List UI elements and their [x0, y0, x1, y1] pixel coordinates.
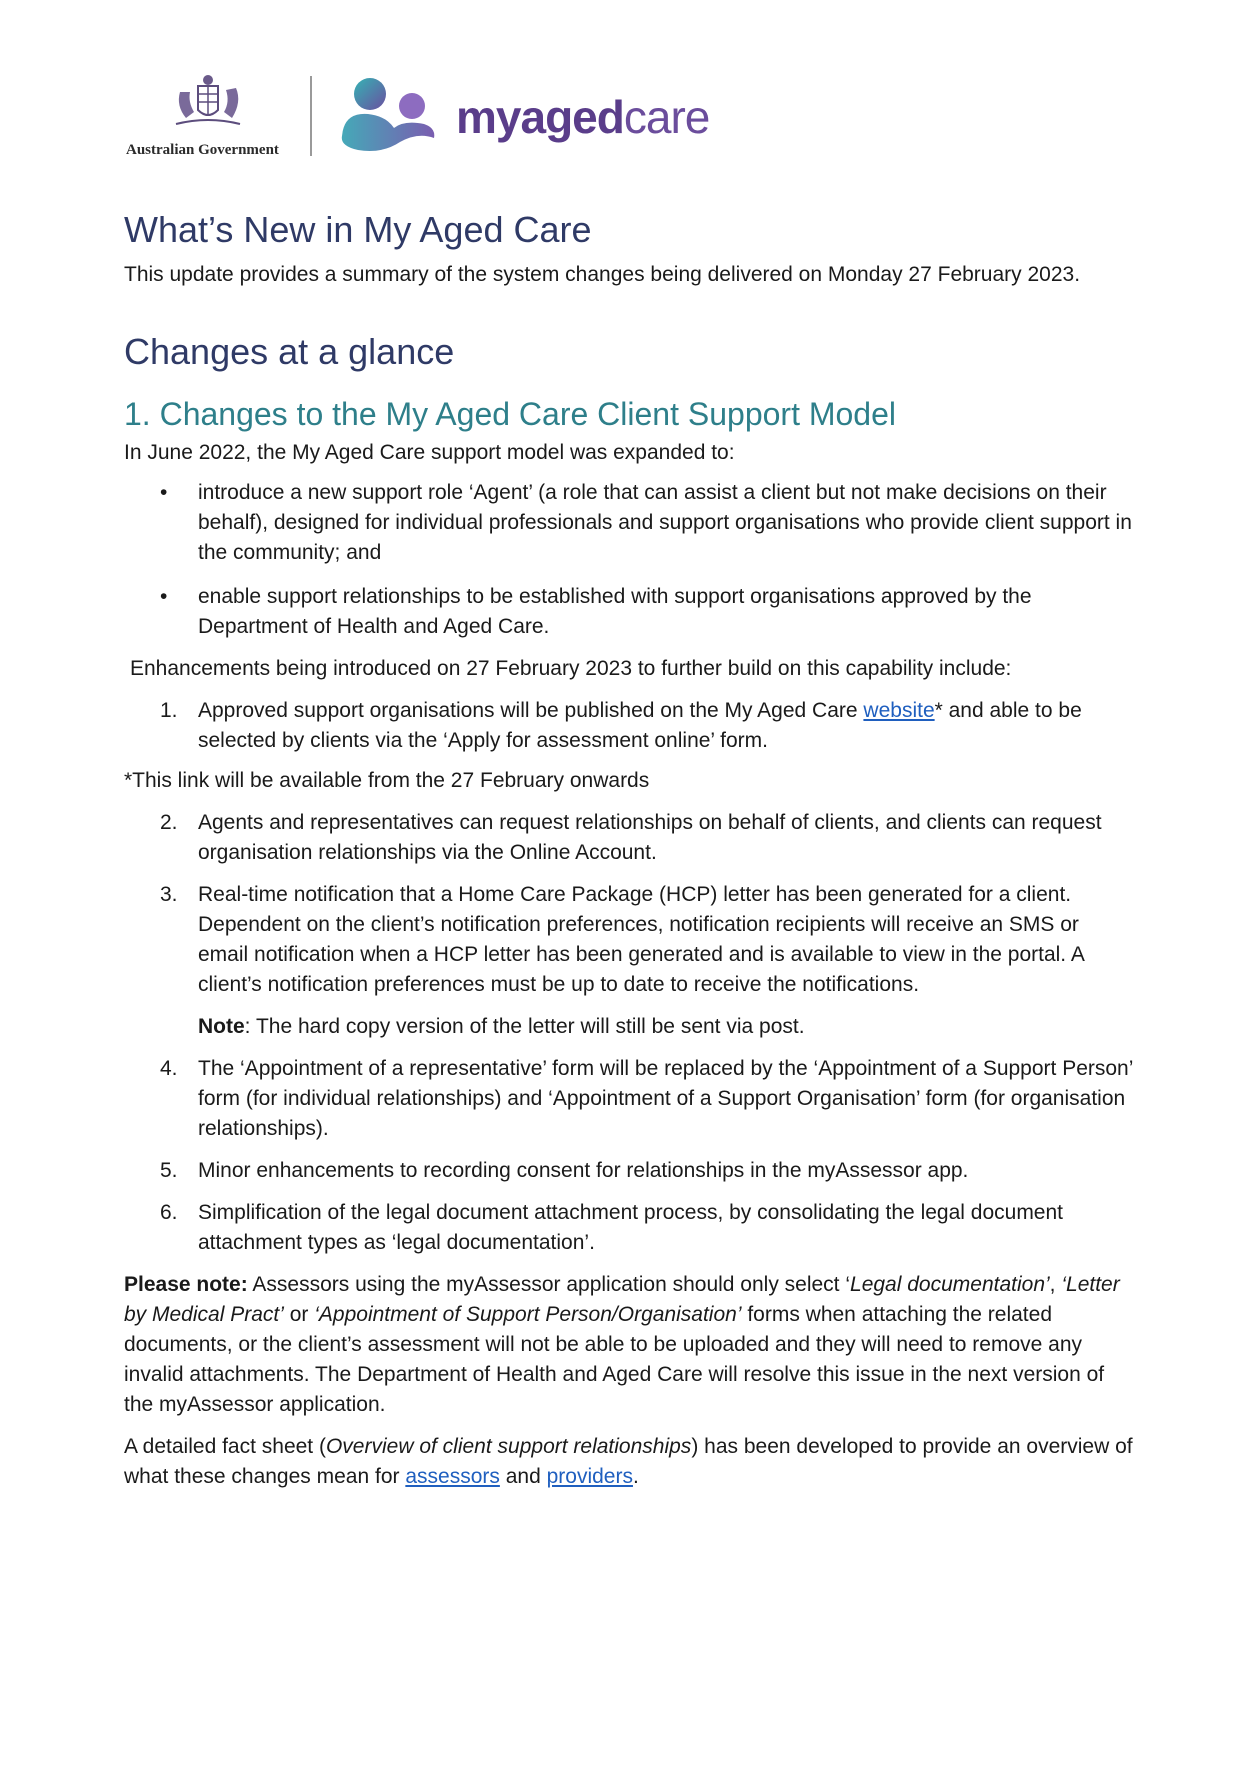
brand-part-aged: aged	[520, 91, 624, 143]
page-title: What’s New in My Aged Care	[124, 209, 592, 250]
item3-text: Real-time notification that a Home Care Package (HCP) letter has been generated for a client. Dependent on the client’s notification preferences, notification recipients will receive an SMS or email notification when a HCP letter has been generated and is available to view in the portal. A client’s notification preferences must be up to date to receive the notifications.	[198, 883, 1084, 996]
providers-link[interactable]: providers	[546, 1465, 633, 1488]
australian-government-logo	[126, 72, 286, 164]
please-note-italic-3: ‘Appointment of Support Person/Organisation’	[314, 1303, 742, 1326]
website-link[interactable]: website	[863, 699, 935, 722]
please-note-text-4: forms when attaching the related documents, or the client’s assessment will not be able to be uploaded and they will need to remove any invalid attachments. The Department of Health and Aged Care will resolve this issue in the next version of the myAssessor application.	[124, 1303, 1105, 1416]
please-note-text-2: ,	[1049, 1273, 1062, 1296]
item6-text: Simplification of the legal document attachment process, by consolidating the legal document attachment types as ‘legal documentation’.	[198, 1201, 1063, 1254]
brand-part-care: care	[623, 91, 710, 143]
fact-sheet-text-4: .	[632, 1465, 639, 1488]
list-item	[124, 880, 1134, 1042]
intro-paragraph: This update provides a summary of the system changes being delivered on Monday 27 February 2023.	[124, 263, 1081, 286]
availability-note: *This link will be available from the 27 February onwards	[124, 769, 650, 792]
list-item	[124, 1054, 1134, 1144]
item5-text: Minor enhancements to recording consent for relationships in the myAssessor app.	[198, 1159, 969, 1182]
bullet-text: introduce a new support role ‘Agent’ (a role that can assist a client but not make decisions on their behalf), designed for individual professionals and support organisations who provide client support in the community; and	[198, 481, 1132, 564]
myagedcare-logo-icon	[338, 76, 438, 156]
fact-sheet-text-1: A detailed fact sheet (	[124, 1435, 326, 1458]
bullet-text: enable support relationships to be established with support organisations approved by the Department of Health and Aged Care.	[198, 585, 1032, 638]
logo-divider	[310, 76, 312, 156]
item2-text: Agents and representatives can request relationships on behalf of clients, and clients can request organisation relationships via the Online Account.	[198, 811, 1102, 864]
list-item	[124, 1198, 1134, 1258]
item1-text-before: Approved support organisations will be published on the My Aged Care	[198, 699, 864, 722]
item-number: 6.	[160, 1201, 178, 1224]
support-model-bullets	[124, 478, 1134, 642]
please-note-italic-1: Legal documentation’	[850, 1273, 1050, 1296]
assessors-link[interactable]: assessors	[405, 1465, 500, 1488]
note-text: : The hard copy version of the letter will still be sent via post.	[244, 1015, 805, 1038]
enhancements-list-a	[124, 696, 1134, 756]
list-item	[124, 582, 1134, 642]
gov-logo-text: Australian Government	[126, 142, 279, 158]
item-number: 1.	[160, 699, 178, 722]
list-item	[124, 478, 1134, 568]
bullet-marker: •	[160, 585, 168, 608]
note-label: Note	[198, 1015, 245, 1038]
enhancements-list-b	[124, 808, 1134, 1258]
bullet-marker: •	[160, 481, 168, 504]
item-number: 5.	[160, 1159, 178, 1182]
please-note-label: Please note:	[124, 1273, 248, 1296]
section1-lead: In June 2022, the My Aged Care support model was expanded to:	[124, 441, 735, 464]
item4-text: The ‘Appointment of a representative’ form will be replaced by the ‘Appointment of a Support Person’ form (for individual relationships) and ‘Appointment of a Support Organisation’ form (for organisation relationships).	[198, 1057, 1133, 1140]
please-note-text-3: or	[283, 1303, 315, 1326]
list-item	[124, 696, 1134, 756]
fact-sheet-title: Overview of client support relationships	[325, 1435, 692, 1458]
enhancements-intro: Enhancements being introduced on 27 February 2023 to further build on this capability include:	[130, 657, 1012, 680]
fact-sheet-text-2: ) has been developed to provide an overview of what these changes mean for	[124, 1435, 1133, 1488]
fact-sheet-paragraph	[124, 1432, 1134, 1492]
please-note-italic-2: ‘Letter by Medical Pract’	[124, 1273, 1120, 1326]
please-note-text-1: Assessors using the myAssessor application should only select ‘	[247, 1273, 851, 1296]
fact-sheet-text-3: and	[499, 1465, 547, 1488]
myagedcare-wordmark	[456, 91, 710, 143]
brand-part-my: my	[456, 91, 521, 143]
list-item	[124, 1156, 1134, 1186]
coat-of-arms-icon	[168, 72, 248, 132]
list-item	[124, 808, 1134, 868]
item-number: 4.	[160, 1057, 178, 1080]
please-note-paragraph	[124, 1270, 1134, 1420]
item-number: 3.	[160, 883, 178, 906]
document-content	[124, 206, 1134, 1492]
item-number: 2.	[160, 811, 178, 834]
item3-note	[198, 1012, 1134, 1042]
changes-at-a-glance-heading: Changes at a glance	[124, 331, 455, 372]
section1-heading: 1. Changes to the My Aged Care Client Support Model	[124, 396, 896, 432]
item1-text-after: * and able to be selected by clients via the ‘Apply for assessment online’ form.	[198, 699, 1082, 752]
